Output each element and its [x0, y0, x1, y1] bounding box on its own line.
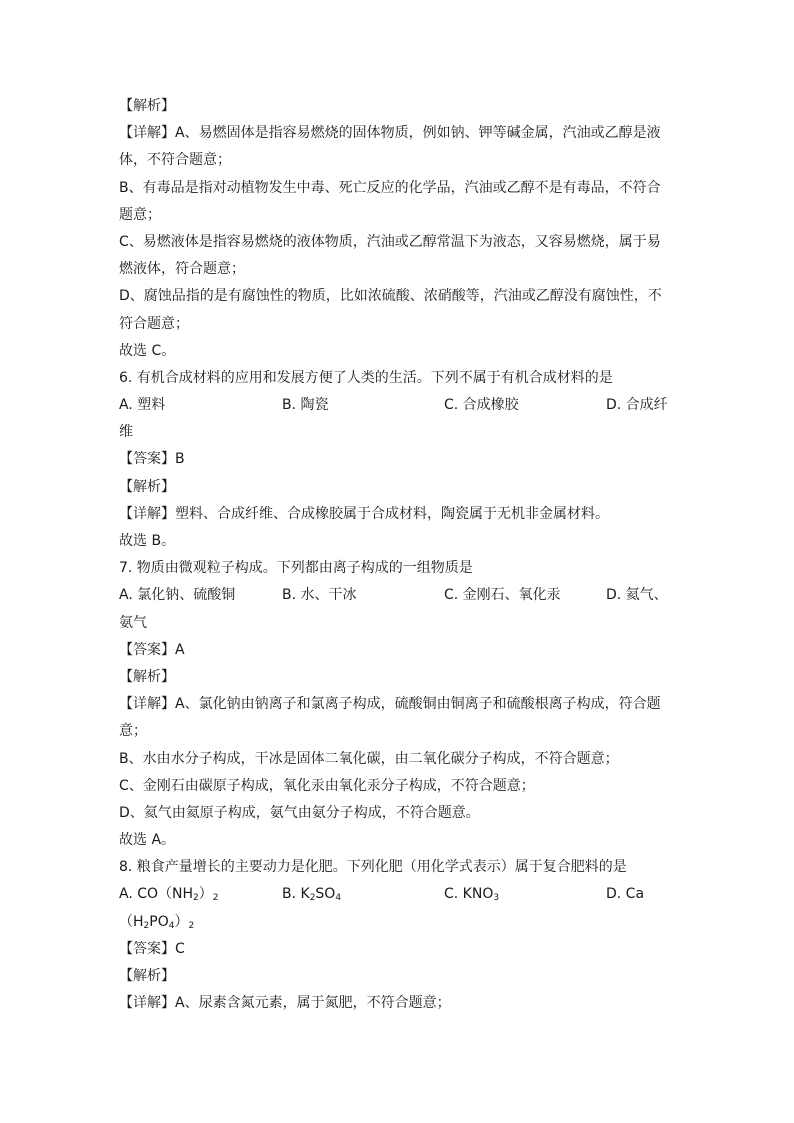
text-line: 【详解】A、尿素含氮元素，属于氮肥，不符合题意； [119, 995, 451, 1012]
option-d: D. 合成纤 [606, 397, 668, 414]
option-d-continuation: 维 [119, 424, 133, 441]
option-d-continuation: $(H_2PO_4)_2$ [119, 913, 195, 931]
text-line: C、金刚石由碳原子构成，氧化汞由氧化汞分子构成，不符合题意； [119, 777, 535, 794]
option-d: D. Ca [606, 886, 645, 903]
option-d: D. 氦气、 [606, 587, 668, 604]
answer-choice-line: 故选 C。 [119, 342, 176, 359]
answer-label: 【答案】B [119, 451, 185, 468]
option-b: B. 水、干冰 [282, 587, 357, 604]
question-8-stem: 8. 粮食产量增长的主要动力是化肥。下列化肥（用化学式表示）属于复合肥料的是 [119, 859, 627, 876]
question-6-options [119, 392, 674, 419]
answer-label: 【答案】C [119, 940, 185, 957]
section-analysis-label: 【解析】 [119, 98, 175, 114]
text-line: 题意； [119, 206, 161, 223]
option-d-continuation: 氨气 [119, 614, 147, 631]
answer-choice-line: 故选 A。 [119, 832, 176, 849]
text-line: 符合题意； [119, 315, 189, 332]
document-content [119, 93, 674, 1017]
option-b: B. 陶瓷 [282, 397, 329, 414]
section-analysis-label: 【解析】 [119, 668, 175, 685]
option-c: C. $KNO_3$ [444, 886, 500, 904]
option-a: A. 氯化钠、硫酸铜 [119, 587, 236, 604]
section-analysis-label: 【解析】 [119, 478, 175, 495]
section-analysis-label: 【解析】 [119, 968, 175, 984]
text-line: B、有毒品是指对动植物发生中毒、死亡反应的化学品，汽油或乙醇不是有毒品，不符合 [119, 179, 661, 196]
text-line: 【详解】A、易燃固体是指容易燃烧的固体物质，例如钠、钾等碱金属，汽油或乙醇是液 [119, 125, 661, 142]
text-line: D、氦气由氦原子构成，氨气由氨分子构成，不符合题意。 [119, 804, 480, 821]
question-6-stem: 6. 有机合成材料的应用和发展方便了人类的生活。下列不属于有机合成材料的是 [119, 369, 613, 386]
text-line: 【详解】A、氯化钠由钠离子和氯离子构成，硫酸铜由铜离子和硫酸根离子构成，符合题 [119, 696, 661, 713]
answer-label: 【答案】A [119, 641, 185, 658]
question-7-options [119, 582, 674, 609]
text-line: 意； [119, 723, 147, 740]
option-a: A. 塑料 [119, 397, 166, 414]
option-a: A. $CO(NH_2)_2$ [119, 886, 219, 904]
question-8-options [119, 881, 674, 908]
option-b: B. $K_2SO_4$ [282, 886, 342, 904]
text-line: 体，不符合题意； [119, 152, 231, 169]
option-c: C. 金刚石、氧化汞 [444, 587, 561, 604]
text-line: B、水由水分子构成，干冰是固体二氧化碳，由二氧化碳分子构成，不符合题意； [119, 750, 619, 767]
text-line: C、易燃液体是指容易燃烧的液体物质，汽油或乙醇常温下为液态，又容易燃烧，属于易 [119, 233, 661, 250]
text-line: 【详解】塑料、合成纤维、合成橡胶属于合成材料，陶瓷属于无机非金属材料。 [119, 505, 609, 522]
text-line: D、腐蚀品指的是有腐蚀性的物质，比如浓硫酸、浓硝酸等，汽油或乙醇没有腐蚀性，不 [119, 288, 662, 305]
question-7-stem: 7. 物质由微观粒子构成。下列都由离子构成的一组物质是 [119, 560, 473, 577]
answer-choice-line: 故选 B。 [119, 533, 176, 549]
option-c: C. 合成橡胶 [444, 397, 519, 414]
text-line: 燃液体，符合题意； [119, 261, 245, 278]
